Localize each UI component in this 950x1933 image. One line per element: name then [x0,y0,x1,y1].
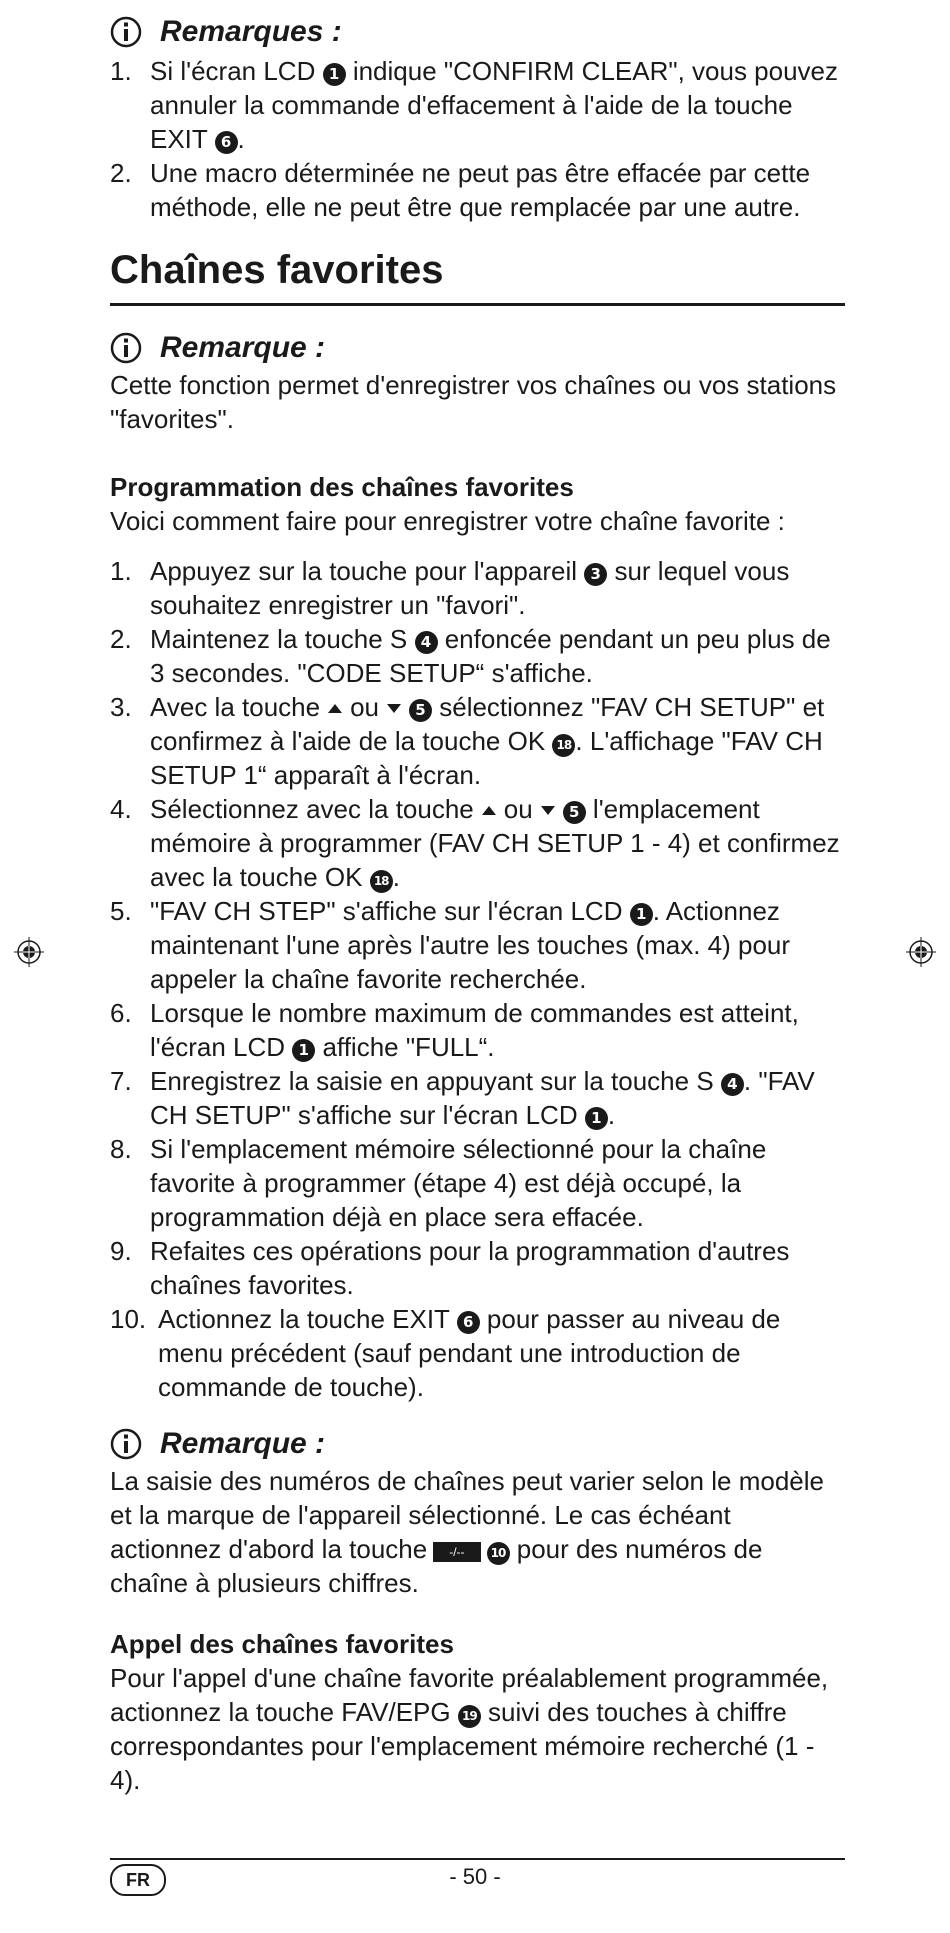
language-badge: FR [110,1864,166,1896]
digits-note [110,1424,845,1600]
s-key-badge: 4 [415,631,438,654]
arrow-up-icon [328,704,342,713]
info-icon [110,16,142,48]
ok-key-badge: 18 [370,870,393,893]
step-item: 3. Avec la touche ou 5 sélectionnez "FAV CH SETUP" et confirmez à l'aide de la touche OK 18 . L'affichage "FAV CH SETUP 1“ apparaît à l'écran. [110,692,825,790]
section-note [110,328,845,436]
registration-mark-icon [906,937,936,967]
step-item: 5. "FAV CH STEP" s'affiche sur l'écran LCD 1 . Actionnez maintenant l'une après l'autre les touches (max. 4) pour appeler la chaîne favorite recherchée. [110,896,791,994]
lcd-ref-badge: 1 [630,903,653,926]
info-icon [110,332,142,364]
step-item: 9. Refaites ces opérations pour la programmation d'autres chaînes favorites. [110,1236,790,1300]
arrow-key-badge: 5 [409,699,432,722]
lcd-ref-badge: 1 [323,63,346,86]
note-header [110,328,845,368]
arrow-down-icon [387,704,401,713]
step-item: 10. Actionnez la touche EXIT 6 pour passer au niveau de menu précédent (sauf pendant une introduction de commande de touche). [110,1304,781,1402]
subsection-title: Programmation des chaînes favorites [110,472,574,502]
top-note [110,12,845,224]
digit-key-icon: -/-- [433,1542,480,1562]
note-header [110,1424,845,1464]
step-item: 1. Appuyez sur la touche pour l'appareil 3 sur lequel vous souhaitez enregistrer un "favori". [110,556,790,620]
page-number: - 50 - [449,1864,501,1889]
info-icon [110,1428,142,1460]
note-title: Remarques : [160,15,342,48]
digit-key-badge: 10 [487,1542,510,1565]
registration-mark-icon [14,937,44,967]
s-key-badge: 4 [721,1073,744,1096]
step-item: 7. Enregistrez la saisie en appuyant sur la touche S 4 . "FAV CH SETUP" s'affiche sur l'écran LCD 1 . [110,1066,815,1130]
ok-key-badge: 18 [552,734,575,757]
step-item: 6. Lorsque le nombre maximum de commandes est atteint, l'écran LCD 1 affiche "FULL“. [110,998,799,1062]
note-title: Remarque : [160,331,326,364]
exit-ref-badge: 6 [457,1311,480,1334]
exit-ref-badge: 6 [215,131,238,154]
note-title: Remarque : [160,1427,326,1460]
note-list [110,54,845,224]
section-header [110,245,845,306]
step-item: 4. Sélectionnez avec la touche ou 5 l'emplacement mémoire à programmer (FAV CH SETUP 1 - 4) et confirmez avec la touche OK 18 . [110,794,840,892]
step-item: 2. Maintenez la touche S 4 enfoncée pendant un peu plus de 3 secondes. "CODE SETUP“ s'affiche. [110,624,831,688]
lcd-ref-badge: 1 [292,1039,315,1062]
list-item: 1. Si l'écran LCD 1 indique "CONFIRM CLEAR", vous pouvez annuler la commande d'effacement à l'aide de la touche EXIT 6 . [110,56,839,154]
device-key-badge: 3 [584,563,607,586]
section-title: Chaînes favorites [110,248,444,292]
lcd-ref-badge: 1 [585,1107,608,1130]
arrow-up-icon [482,806,496,815]
note-header [110,12,845,52]
steps-list [110,554,845,1404]
recall-section [110,1627,845,1797]
list-item: 2. Une macro déterminée ne peut pas être effacée par cette méthode, elle ne peut être que remplacée par une autre. [110,158,811,222]
step-item: 8. Si l'emplacement mémoire sélectionné pour la chaîne favorite à programmer (étape 4) est déjà occupé, la programmation déjà en place sera effacée. [110,1134,767,1232]
intro-text: Voici comment faire pour enregistrer votre chaîne favorite : [110,506,785,536]
arrow-key-badge: 5 [563,801,586,824]
programming-section [110,470,845,1404]
recall-text: Pour l'appel d'une chaîne favorite préalablement programmée, actionnez la touche FAV/EPG 19 suivi des touches à chiffre correspondantes pour l'emplacement mémoire recherché (1 - 4). [110,1663,829,1795]
subsection-title: Appel des chaînes favorites [110,1629,454,1659]
arrow-down-icon [541,806,555,815]
fav-epg-key-badge: 19 [458,1705,481,1728]
note-text: Cette fonction permet d'enregistrer vos chaînes ou vos stations "favorites". [110,370,837,434]
footer-rule [110,1858,845,1860]
note-text: La saisie des numéros de chaînes peut varier selon le modèle et la marque de l'appareil sélectionné. Le cas échéant actionnez d'abord la touche -/-- 10 pour des numéros de chaîne à plusieurs chiffres. [110,1466,824,1598]
section-rule [110,303,845,306]
